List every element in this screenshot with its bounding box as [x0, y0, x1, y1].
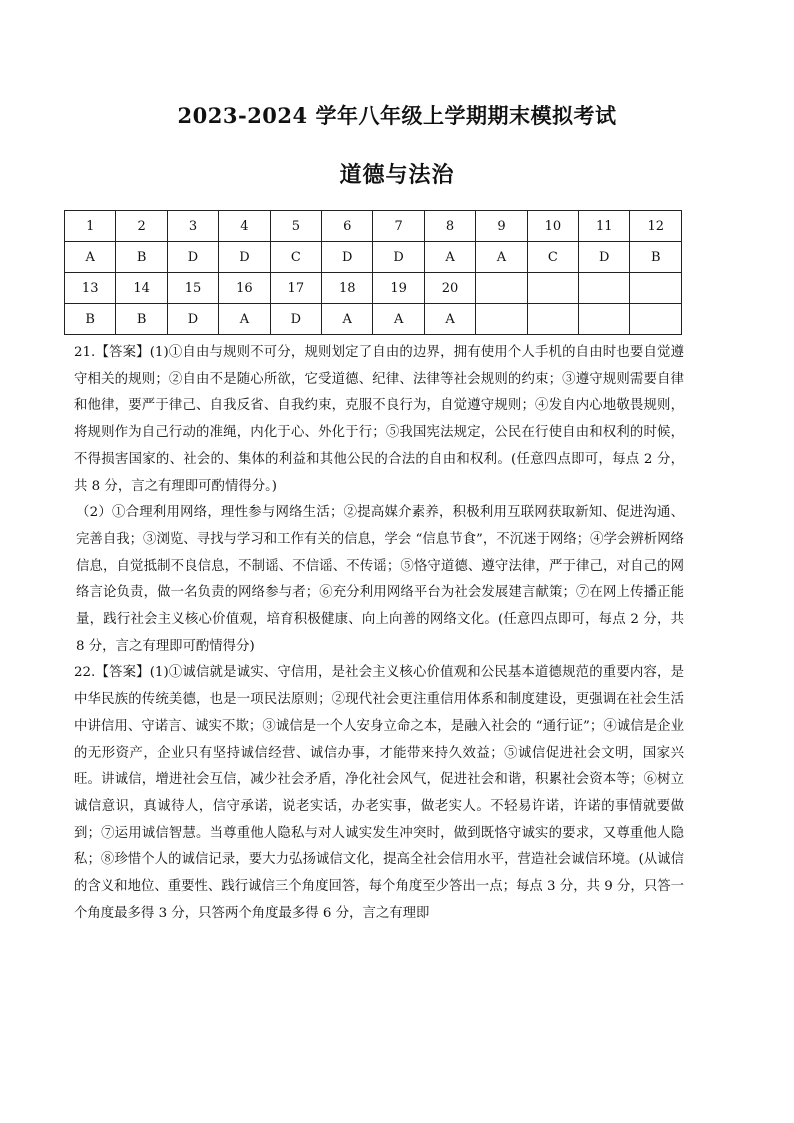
page-title: 2023-2024 学年八年级上学期期末模拟考试 — [177, 103, 617, 128]
answer-22-part-1: 22.【答案】(1)①诚信就是诚实、守信用，是社会主义核心价值观和公民基本道德规范的重要内容，是中华民族的传统美德，也是一项民法原则；②现代社会更注重信用体系和制度建设，更强调在社会生活中讲信用、守诺言、诚实不欺；③诚信是一个人安身立命之本，是融入社会的 “通行证”；④诚信是企业的无形资产，企业只有坚持诚信经营、诚信办事，才能带来持久效益；⑤诚信促进社会文明，国家兴旺。讲诚信，增进社会互信，减少社会矛盾，净化社会风气，促进社会和谐，积累社会资本等；⑥树立诚信意识，真诚待人，信守承诺，说老实话，办老实事，做老实人。不轻易许诺，许诺的事情就要做到；⑦运用诚信智慧。当尊重他人隐私与对人诚实发生冲突时，做到既恪守诚实的要求，又尊重他人隐私；⑧珍惜个人的诚信记录，要大力弘扬诚信文化，提高全社会信用水平，营造社会诚信环境。(从诚信的含义和地位、重要性、践行诚信三个角度回答，每个角度至少答出一点；每点 3 分，共 9 分，只答一个角度最多得 3 分，只答两个角度最多得 6 分，言之有理即 — [74, 665, 684, 921]
answer-cell: D — [373, 242, 424, 273]
subject-title: 道德与法治 — [339, 162, 455, 188]
question-number-cell: 7 — [373, 211, 424, 242]
answer-cell: C — [527, 242, 578, 273]
question-number-cell: 18 — [322, 273, 373, 304]
answer-21-part-1: 21.【答案】(1)①自由与规则不可分，规则划定了自由的边界，拥有使用个人手机的自由时也要自觉遵守相关的规则；②自由不是随心所欲，它受道德、纪律、法律等社会规则的约束；③遵守规则需要自律和他律，要严于律己、自我反省、自我约束，克服不良行为，自觉遵守规则；④发自内心地敬畏规则，将规则作为自己行动的准绳，内化于心、外化于行；⑤我国宪法规定，公民在行使自由和权利的时候，不得损害国家的、社会的、集体的利益和其他公民的合法的自由和权利。(任意四点即可，每点 2 分，共 8 分，言之有理即可酌情得分。) — [74, 345, 684, 494]
answer-cell: D — [270, 304, 321, 335]
answer-cell: B — [65, 304, 116, 335]
answer-cell: D — [167, 304, 218, 335]
question-number-cell: 15 — [167, 273, 218, 304]
answer-cell: D — [167, 242, 218, 273]
answer-cell: A — [219, 304, 270, 335]
answer-cell — [630, 304, 682, 335]
answer-cell: D — [322, 242, 373, 273]
answer-cell — [476, 304, 527, 335]
question-number-row — [65, 273, 682, 304]
question-number-cell — [630, 273, 682, 304]
answer-cell: B — [116, 304, 167, 335]
answer-table — [64, 210, 682, 335]
answer-cell: B — [116, 242, 167, 273]
answer-cell: C — [270, 242, 321, 273]
question-number-cell: 16 — [219, 273, 270, 304]
question-number-cell: 2 — [116, 211, 167, 242]
answer-cell: A — [322, 304, 373, 335]
question-number-cell: 3 — [167, 211, 218, 242]
answer-cell: A — [65, 242, 116, 273]
question-number-cell: 14 — [116, 273, 167, 304]
answer-cell — [579, 304, 630, 335]
question-number-cell — [579, 273, 630, 304]
question-number-cell: 8 — [424, 211, 475, 242]
question-number-cell: 13 — [65, 273, 116, 304]
answer-key-row — [65, 242, 682, 273]
question-number-row — [65, 211, 682, 242]
answer-cell — [527, 304, 578, 335]
answer-cell: A — [476, 242, 527, 273]
question-number-cell: 17 — [270, 273, 321, 304]
answer-cell: A — [373, 304, 424, 335]
question-number-cell: 19 — [373, 273, 424, 304]
question-number-cell: 6 — [322, 211, 373, 242]
question-number-cell: 12 — [630, 211, 682, 242]
question-number-cell — [476, 273, 527, 304]
question-number-cell: 20 — [424, 273, 475, 304]
answer-key-row — [65, 304, 682, 335]
answer-cell: A — [424, 304, 475, 335]
question-number-cell: 5 — [270, 211, 321, 242]
question-number-cell: 10 — [527, 211, 578, 242]
question-number-cell: 9 — [476, 211, 527, 242]
question-number-cell: 1 — [65, 211, 116, 242]
answer-cell: D — [219, 242, 270, 273]
answer-cell: A — [424, 242, 475, 273]
answer-21-part-2: （2）①合理利用网络，理性参与网络生活；②提高媒介素养，积极利用互联网获取新知、促进沟通、完善自我；③浏览、寻找与学习和工作有关的信息，学会 “信息节食”，不沉迷于网络；④学会辨析网络信息，自觉抵制不良信息，不制谣、不信谣、不传谣；⑤恪守道德、遵守法律，严于律己，对自己的网络言论负责，做一名负责的网络参与者；⑥充分利用网络平台为社会发展建言献策；⑦在网上传播正能量，践行社会主义核心价值观，培育积极健康、向上向善的网络文化。(任意四点即可，每点 2 分，共 8 分，言之有理即可酌情得分) — [76, 505, 684, 654]
answer-cell: D — [579, 242, 630, 273]
answer-cell: B — [630, 242, 682, 273]
question-number-cell — [527, 273, 578, 304]
question-number-cell: 4 — [219, 211, 270, 242]
question-number-cell: 11 — [579, 211, 630, 242]
answer-text — [74, 340, 684, 927]
